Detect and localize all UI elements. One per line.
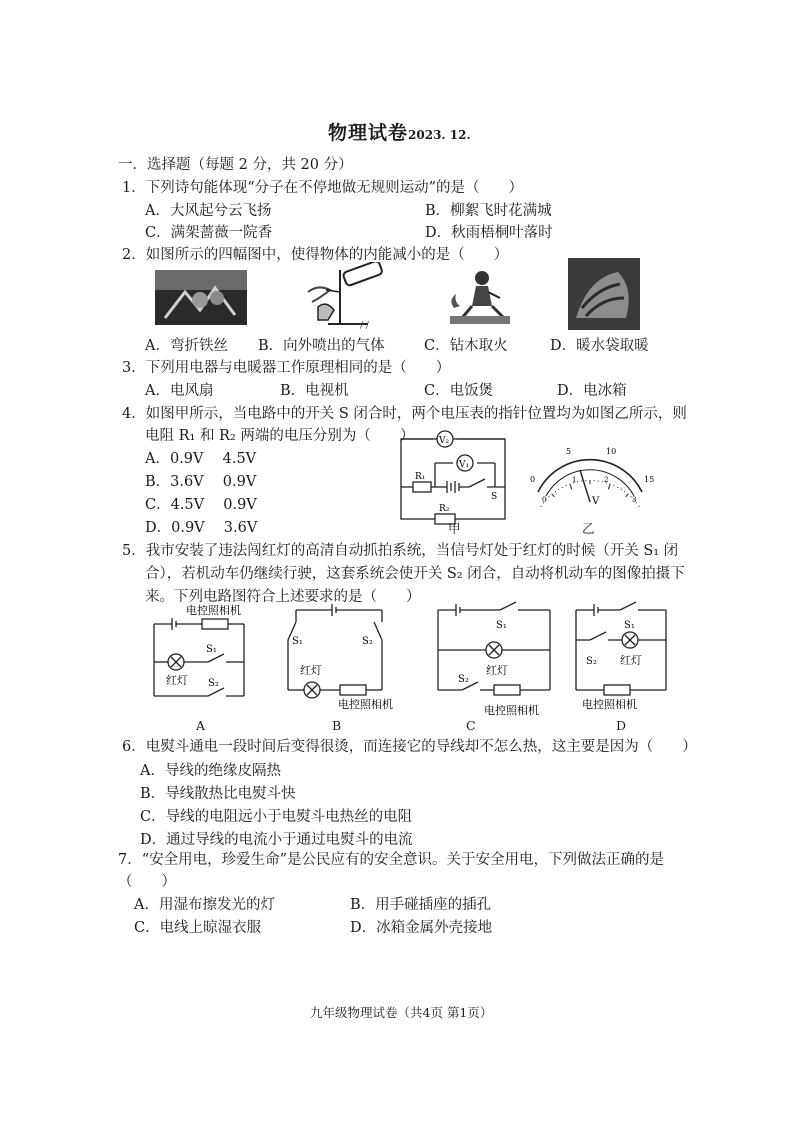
q5b-s2-label: S₂: [362, 636, 373, 647]
q3-option-d: D．电冰箱: [557, 383, 627, 399]
q6-option-a: A．导线的绝缘皮隔热: [140, 763, 281, 779]
meter-tick-mark: [558, 489, 559, 490]
q4-fig-jia-caption: 甲: [448, 521, 461, 536]
q5-label-b: B: [332, 718, 342, 733]
q4-option-b: B．3.6V 0.9V: [145, 474, 257, 490]
meter-tick-low-0: 0: [542, 496, 547, 504]
meter-tick-mark: [555, 491, 556, 492]
meter-tick-5: 5: [566, 447, 572, 456]
q4-option-c: C．4.5V 0.9V: [145, 497, 257, 513]
meter-tick-mark: [639, 506, 640, 507]
q5-stem-line2: 合），若机动车仍继续行驶，这套系统会使开关 S₂ 闭合，自动将机动车的图像拍摄下: [145, 566, 685, 582]
q5b-lamp-label: 红灯: [300, 664, 322, 677]
meter-tick-low-3: 3: [632, 496, 637, 504]
q4-fig-yi-caption: 乙: [582, 521, 595, 536]
meter-tick-mark: [549, 497, 550, 498]
q1-stem: 1．下列诗句能体现“分子在不停地做无规则运动”的是（ ）: [122, 180, 524, 196]
page-title: [328, 124, 471, 144]
q5-label-a: A: [196, 718, 206, 733]
q1-option-b: B．柳絮飞时花满城: [425, 203, 552, 219]
q4-s-label: S: [491, 492, 498, 502]
q3-option-b: B．电视机: [280, 383, 349, 399]
title-text: 物理试卷: [328, 122, 409, 144]
q5b-camera-label: 电控照相机: [338, 698, 393, 710]
q1-option-c: C．满架蔷薇一院香: [145, 225, 273, 241]
q5-circuit-c: [432, 600, 562, 718]
q2-image-d: [568, 258, 640, 330]
section-heading: 一．选择题（每题 2 分，共 20 分）: [118, 157, 353, 173]
q5d-s2-label: S₂: [586, 656, 597, 667]
q4-option-a: A．0.9V 4.5V: [145, 451, 257, 467]
q5a-lamp-label: 红灯: [166, 674, 188, 687]
q4-v2-label: V₂: [439, 436, 450, 446]
q5d-camera-label: 电控照相机: [582, 698, 637, 711]
q5c-camera-label: 电控照相机: [484, 704, 539, 717]
meter-tick-mark: [608, 484, 610, 490]
svg-text:/ /: / /: [360, 321, 369, 330]
q2-option-c: C．钻木取火: [424, 338, 508, 354]
q5d-s1-label: S₁: [624, 620, 635, 631]
meter-tick-mark: [570, 484, 572, 490]
meter-unit-v: V: [592, 496, 600, 507]
q5c-s1-label: S₁: [496, 620, 507, 631]
q2-image-b: [298, 262, 386, 330]
q5-stem-line1: 5．我市安装了违法闯红灯的高清自动抓拍系统，当信号灯处于红灯的时候（开关 S₁ 闭: [122, 543, 679, 559]
meter-tick-mark: [552, 494, 555, 497]
meter-tick-mark: [624, 491, 625, 492]
meter-tick-mark: [626, 494, 629, 497]
q7-option-d: D．冰箱金属外壳接地: [350, 920, 493, 936]
q4-circuit-jia: [395, 425, 515, 535]
q5a-camera-label: 电控照相机: [186, 604, 241, 617]
q5-label-c: C: [466, 718, 476, 733]
q7-option-b: B．用手碰插座的插孔: [350, 897, 492, 913]
q6-option-d: D．通过导线的电流小于通过电熨斗的电流: [140, 832, 413, 848]
q5a-s2-label: S₂: [208, 678, 219, 689]
q4-r1-label: R₁: [415, 472, 426, 482]
title-date: 2023. 12.: [408, 128, 471, 142]
q7-option-a: A．用湿布擦发光的灯: [134, 897, 275, 913]
q5-circuit-d: [570, 600, 680, 718]
page-footer: 九年级物理试卷（共4页 第1页）: [310, 1005, 493, 1020]
q4-v1-label: V₁: [459, 460, 470, 470]
q4-stem-line1: 4．如图甲所示，当电路中的开关 S 闭合时，两个电压表的指针位置均为如图乙所示，则: [122, 406, 687, 422]
meter-tick-mark: [621, 489, 622, 490]
q4-r2-label: R₂: [439, 504, 450, 514]
q2-stem: 2．如图所示的四幅图中，使得物体的内能减小的是（ ）: [122, 247, 509, 263]
q6-stem: 6．电熨斗通电一段时间后变得很烫，而连接它的导线却不怎么热，这主要是因为（ ）: [122, 739, 697, 755]
q5c-lamp-label: 红灯: [486, 664, 508, 677]
q3-option-c: C．电饭煲: [424, 383, 494, 399]
q5-stem-line3: 来。下列电路图符合上述要求的是（ ）: [145, 589, 421, 605]
q7-option-c: C．电线上晾湿衣服: [134, 920, 262, 936]
q5-label-d: D: [616, 718, 627, 733]
q1-option-a: A．大风起兮云飞扬: [145, 203, 272, 219]
q5d-lamp-label: 红灯: [620, 654, 642, 667]
q2-option-d: D．暖水袋取暖: [550, 338, 649, 354]
q5b-s1-label: S₁: [292, 636, 303, 647]
q5-circuit-b: [282, 600, 397, 710]
q7-paren: （ ）: [118, 874, 176, 890]
q2-image-c: [442, 268, 518, 328]
meter-tick-mark: [541, 506, 542, 507]
meter-tick-15: 15: [644, 475, 655, 484]
meter-tick-10: 10: [606, 447, 617, 456]
q2-option-b: B．向外喷出的气体: [258, 338, 385, 354]
q3-stem: 3．下列用电器与电暖器工作原理相同的是（ ）: [122, 360, 451, 376]
q4-stem-line2: 电阻 R₁ 和 R₂ 两端的电压分别为（ ）: [145, 428, 415, 444]
q5-circuit-a: [148, 600, 258, 710]
q2-image-a: [155, 270, 247, 325]
q2-option-a: A．弯折铁丝: [145, 338, 228, 354]
q6-option-c: C．导线的电阻远小于电熨斗电热丝的电阻: [140, 809, 413, 825]
q3-option-a: A．电风扇: [145, 383, 214, 399]
q6-option-b: B．导线散热比电熨斗快: [140, 786, 296, 802]
meter-tick-0: 0: [530, 475, 536, 484]
meter-tick-low-2: 2: [604, 476, 609, 484]
q5c-s2-label: S₂: [458, 674, 469, 685]
q7-stem: 7．“安全用电，珍爱生命”是公民应有的安全意识。关于安全用电，下列做法正确的是: [118, 852, 665, 868]
meter-tick-low-1: 1: [572, 476, 577, 484]
q4-meter-yi: [520, 440, 660, 508]
q1-option-d: D．秋雨梧桐叶落时: [425, 225, 553, 241]
q4-option-d: D．0.9V 3.6V: [145, 520, 258, 536]
q5a-s1-label: S₁: [206, 644, 217, 655]
